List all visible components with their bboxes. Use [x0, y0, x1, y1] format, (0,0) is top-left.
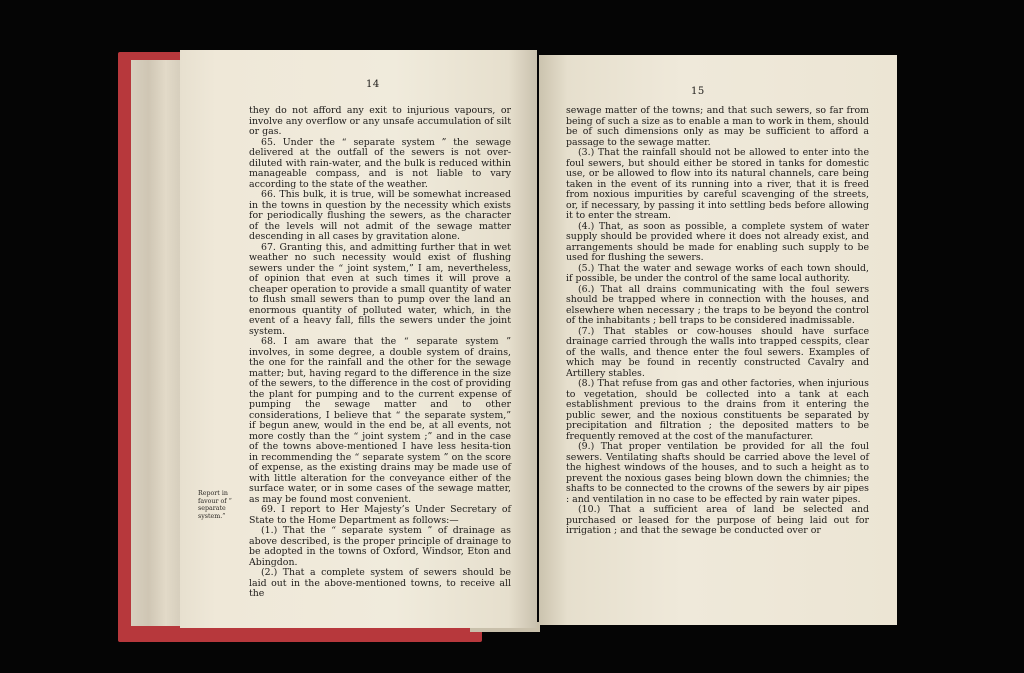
paragraph: (5.) That the water and sewage works of each town should, if possible, be under the control of the same local authority.: [566, 262, 869, 284]
paragraph: 69. I report to Her Majesty’s Under Secretary of State to the Home Department as follows:—: [249, 504, 511, 526]
paragraph: (4.) That, as soon as possible, a complete system of water supply should be provided where it does not already exist, and arrangements should be made for enabling such supply to be used for flushing the sewers.: [566, 220, 869, 263]
paragraph: (7.) That stables or cow-houses should have surface drainage carried through the walls into trapped cesspits, clear of the walls, and thence enter the foul sewers. Examples of which may be found in recently constructed Cavalry and Artillery stables.: [566, 325, 869, 379]
page-number-right: 15: [691, 86, 705, 97]
paragraph: (1.) That the “ separate system ” of drainage as above described, is the proper principle of drainage to be adopted in the towns of Oxford, Windsor, Eton and Abingdon.: [249, 525, 511, 568]
margin-note: Report in favour of “ separate system.”: [198, 490, 232, 520]
paragraph: (2.) That a complete system of sewers should be laid out in the above-mentioned towns, to receive all the: [249, 567, 511, 599]
paragraph: they do not afford any exit to injurious vapours, or involve any overflow or any unsafe accumulation of silt or gas.: [249, 105, 511, 137]
left-page: [180, 50, 537, 628]
paragraph: 67. Granting this, and admitting further that in wet weather no such necessity would exist of flushing sewers under the “ joint system,” I am, nevertheless, of opinion that even at such times it will prove a cheaper operation to provide a small quantity of water to flush small sewers than to pump over the land an enormous quantity of polluted water, which, in the event of a heavy fall, fills the sewers under the joint system.: [249, 241, 511, 337]
paragraph: (10.) That a sufficient area of land be selected and purchased or leased for the purpose of being laid out for irrigation ; and that the sewage be conducted over or: [566, 504, 869, 536]
paragraph: (3.) That the rainfall should not be allowed to enter into the foul sewers, but should either be stored in tanks for domestic use, or be allowed to flow into its natural channels, care being taken in the event of its running into a river, that it is freed from noxious impurities by careful scavenging of the streets, or, if necessary, by passing it into settling beds before allowing it to enter the stream.: [566, 147, 869, 221]
paragraph: 68. I am aware that the “ separate system ” involves, in some degree, a double system of drains, the one for the rainfall and the other for the sewage matter; but, having regard to the difference in the size of the sewers, to the difference in the cost of providing the plant for pumping and to the current expense of pumping the sewage matter and to other considerations, I believe that “ the separate system,” if begun anew, would in the end be, at all events, not more costly than the “ joint system ;” and in the case of the towns above-mentioned I have less hesita-tion in recommending the “ separate system ” on the score of expense, as the existing drains may be made use of with little alteration for the conveyance either of the surface water, or in some cases of the sewage matter, as may be found most convenient.: [249, 336, 511, 505]
paragraph: 65. Under the “ separate system ” the sewage delivered at the outfall of the sewers is not over-diluted with rain-water, and the bulk is reduced within manageable compass, and is not liable to vary according to the state of the weather.: [249, 136, 511, 190]
paragraph: 66. This bulk, it is true, will be somewhat increased in the towns in question by the necessity which exists for periodically flushing the sewers, as the character of the levels will not admit of the sewage matter descending in all cases by gravitation alone.: [249, 189, 511, 242]
right-page: [539, 55, 897, 625]
page-number-left: 14: [366, 79, 380, 90]
paragraph: (8.) That refuse from gas and other factories, when injurious to vegetation, should be collected into a tank at each establishment previous to the drains from it entering the public sewer, and the noxious constituents be separated by precipitation and filtration ; the deposited matters to be frequently removed at the cost of the manufacturer.: [566, 378, 869, 442]
paragraph: (9.) That proper ventilation be provided for all the foul sewers. Ventilating shafts should be carried above the level of the highest windows of the houses, and to such a height as to prevent the noxious gases being blown down the chimnies; the shafts to be connected to the crowns of the sewers by air pipes : and ventilation in no case to be effected by rain water pipes.: [566, 441, 869, 505]
paragraph: (6.) That all drains communicating with the foul sewers should be trapped where in connection with the houses, and elsewhere when necessary ; the traps to be beyond the control of the inhabitants ; bell traps to be considered inadmissable.: [566, 283, 869, 326]
paragraph: sewage matter of the towns; and that such sewers, so far from being of such a size as to enable a man to work in them, should be of such dimensions only as may be sufficient to afford a passage to the sewage matter.: [566, 105, 869, 148]
